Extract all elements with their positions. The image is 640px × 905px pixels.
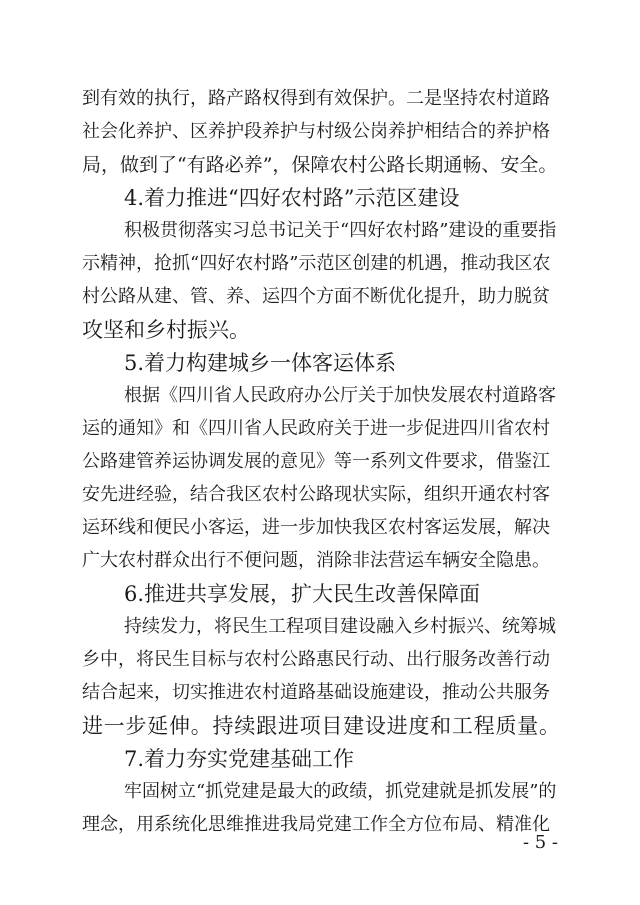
text-line: 公路建管养运协调发展的意见》等一系列文件要求，借鉴江: [82, 451, 550, 472]
text-line: 局，做到了“有路必养”，保障农村公路长期通畅、安全。: [82, 154, 558, 176]
section-heading: 7.着力夯实党建基础工作: [124, 747, 355, 771]
text-line: 示精神，抢抓“四好农村路”示范区创建的机遇，推动我区农: [82, 253, 551, 274]
text-line: 到有效的执行，路产路权得到有效保护。二是坚持农村道路: [82, 88, 550, 109]
text-line: 运的通知》和《四川省人民政府关于进一步促进四川省农村: [82, 418, 550, 439]
section-heading: 5.着力构建城乡一体客运体系: [124, 351, 397, 375]
page-number: - 5 -: [522, 832, 558, 853]
text-line: 安先进经验，结合我区农村公路现状实际，组织开通农村客: [82, 484, 550, 505]
paragraph-first-line: 根据《四川省人民政府办公厅关于加快发展农村道路客: [124, 385, 556, 406]
text-line: 广大农村群众出行不便问题，消除非法营运车辆安全隐患。: [82, 550, 550, 571]
text-line: 进一步延伸。持续跟进项目建设进度和工程质量。: [82, 714, 561, 738]
text-line: 攻坚和乡村振兴。: [82, 318, 250, 342]
paragraph-first-line: 持续发力，将民生工程项目建设融入乡村振兴、统筹城: [124, 616, 556, 637]
text-line: 理念，用系统化思维推进我局党建工作全方位布局、精准化: [82, 814, 550, 835]
section-heading: 6.推进共享发展，扩大民生改善保障面: [124, 582, 481, 606]
text-line: 村公路从建、管、养、运四个方面不断优化提升，助力脱贫: [82, 286, 550, 307]
text-line: 结合起来，切实推进农村道路基础设施建设，推动公共服务: [82, 682, 550, 703]
text-line: 社会化养护、区养护段养护与村级公岗养护相结合的养护格: [82, 121, 550, 142]
text-line: 乡中，将民生目标与农村公路惠民行动、出行服务改善行动: [82, 649, 550, 670]
paragraph-first-line: 积极贯彻落实习总书记关于“四好农村路”建设的重要指: [124, 220, 557, 241]
text-line: 运环线和便民小客运，进一步加快我区农村客运发展，解决: [82, 517, 550, 538]
section-heading: 4.着力推进“四好农村路”示范区建设: [124, 186, 460, 210]
paragraph-first-line: 牢固树立“抓党建是最大的政绩，抓党建就是抓发展”的: [124, 781, 557, 802]
